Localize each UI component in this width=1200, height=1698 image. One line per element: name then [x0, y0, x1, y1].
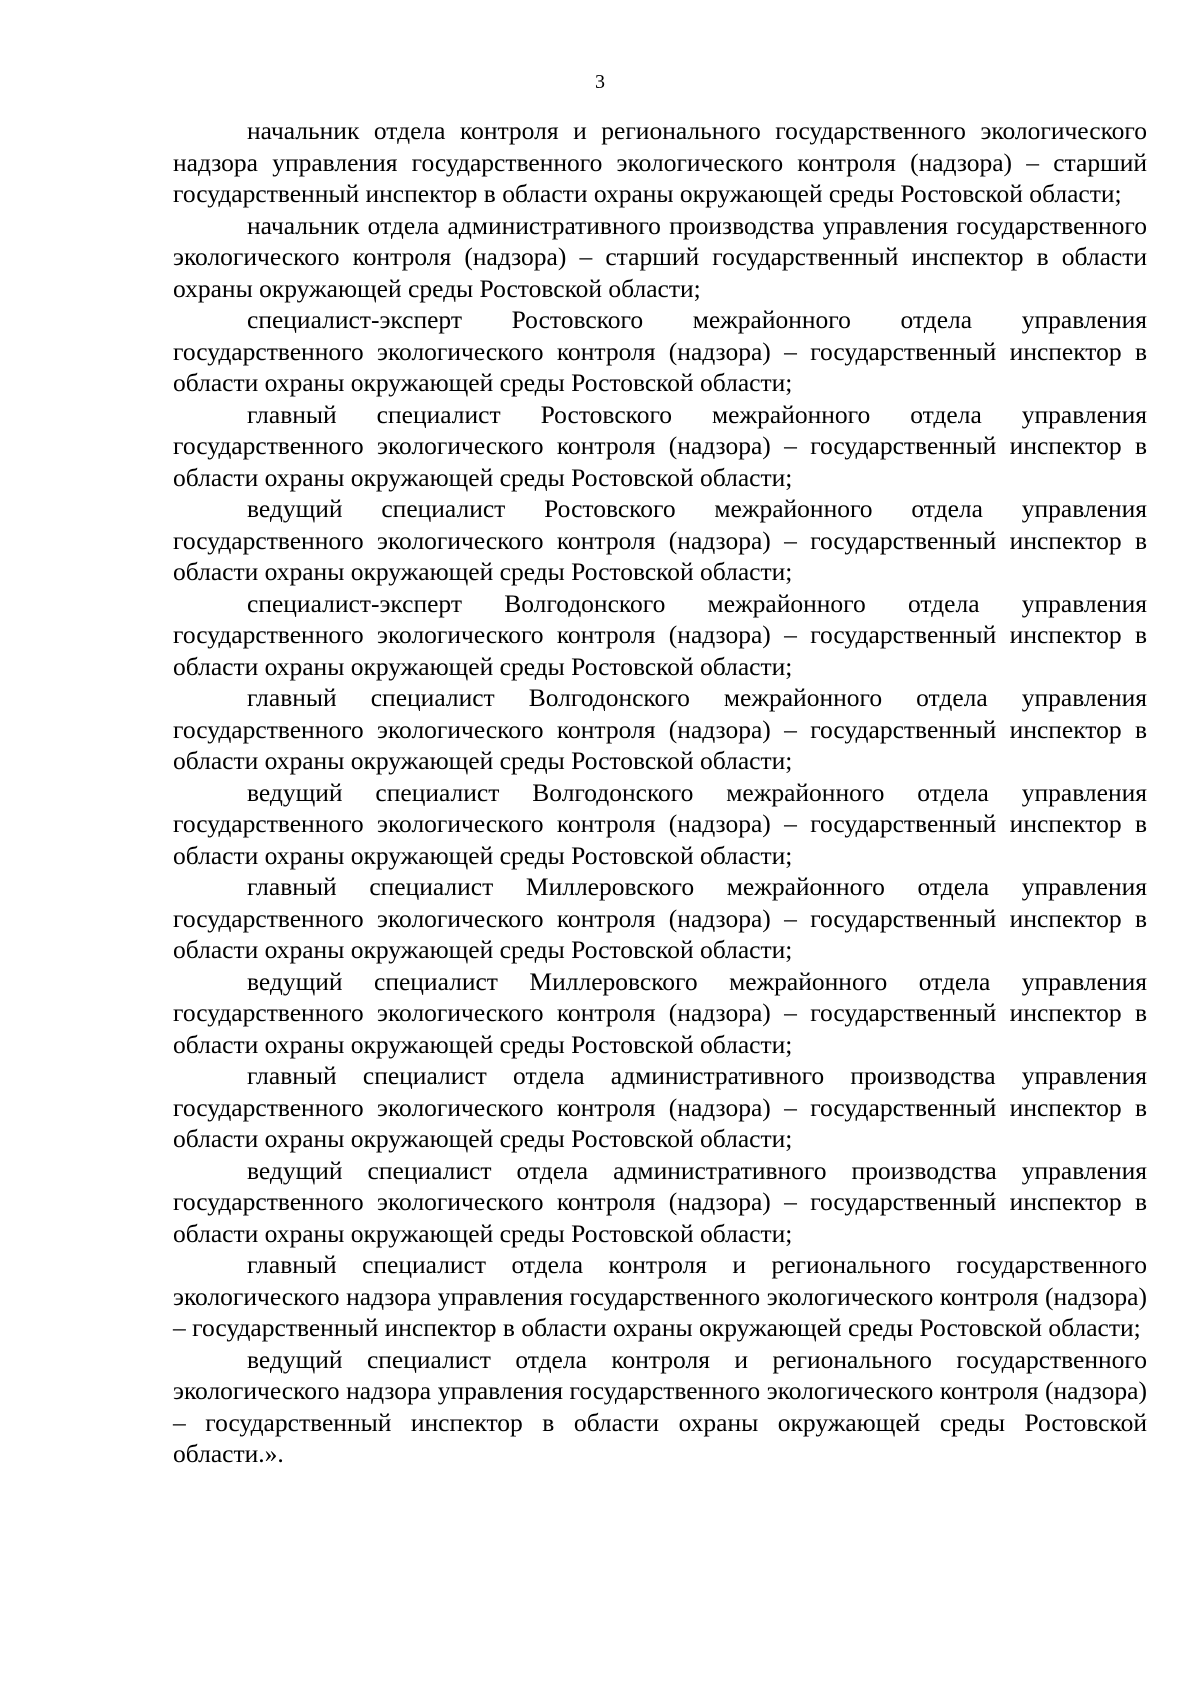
paragraph: главный специалист отдела контроля и регионального государственного экологического надзора управления государственного экологического контроля (надзора) – государственный инспектор в области охраны окружающей среды Ростовской области;: [173, 1250, 1147, 1342]
paragraph: ведущий специалист отдела контроля и регионального государственного экологического надзора управления государственного экологического контроля (надзора) – государственный инспектор в области охраны окружающей среды Ростовской области.».: [173, 1344, 1147, 1468]
paragraph: главный специалист отдела административного производства управления государственного экологического контроля (надзора) – государственный инспектор в области охраны окружающей среды Ростовской области;: [173, 1061, 1147, 1153]
paragraph: начальник отдела контроля и регионального государственного экологического надзора управления государственного экологического контроля (надзора) – старший государственный инспектор в области охраны окружающей среды Ростовской области;: [173, 116, 1147, 208]
paragraph: ведущий специалист отдела административного производства управления государственного экологического контроля (надзора) – государственный инспектор в области охраны окружающей среды Ростовской области;: [173, 1155, 1147, 1248]
paragraph: специалист-эксперт Волгодонского межрайонного отдела управления государственного экологического контроля (надзора) – государственный инспектор в области охраны окружающей среды Ростовской области;: [173, 588, 1147, 681]
document-body: [173, 115, 1147, 1470]
paragraph: главный специалист Ростовского межрайонного отдела управления государственного экологического контроля (надзора) – государственный инспектор в области охраны окружающей среды Ростовской области;: [173, 399, 1147, 492]
paragraph: начальник отдела административного производства управления государственного экологического контроля (надзора) – старший государственный инспектор в области охраны окружающей среды Ростовской области;: [173, 210, 1147, 303]
paragraph: главный специалист Миллеровского межрайонного отдела управления государственного экологического контроля (надзора) – государственный инспектор в области охраны окружающей среды Ростовской области;: [173, 872, 1147, 964]
paragraph: главный специалист Волгодонского межрайонного отдела управления государственного экологического контроля (надзора) – государственный инспектор в области охраны окружающей среды Ростовской области;: [173, 683, 1147, 775]
paragraph: специалист-эксперт Ростовского межрайонного отдела управления государственного экологического контроля (надзора) – государственный инспектор в области охраны окружающей среды Ростовской области;: [173, 305, 1147, 397]
paragraph: ведущий специалист Волгодонского межрайонного отдела управления государственного экологического контроля (надзора) – государственный инспектор в области охраны окружающей среды Ростовской области;: [173, 777, 1147, 870]
paragraph: ведущий специалист Миллеровского межрайонного отдела управления государственного экологического контроля (надзора) – государственный инспектор в области охраны окружающей среды Ростовской области;: [173, 966, 1147, 1059]
paragraph: ведущий специалист Ростовского межрайонного отдела управления государственного экологического контроля (надзора) – государственный инспектор в области охраны окружающей среды Ростовской области;: [173, 494, 1147, 586]
page-number: 3: [595, 71, 605, 93]
